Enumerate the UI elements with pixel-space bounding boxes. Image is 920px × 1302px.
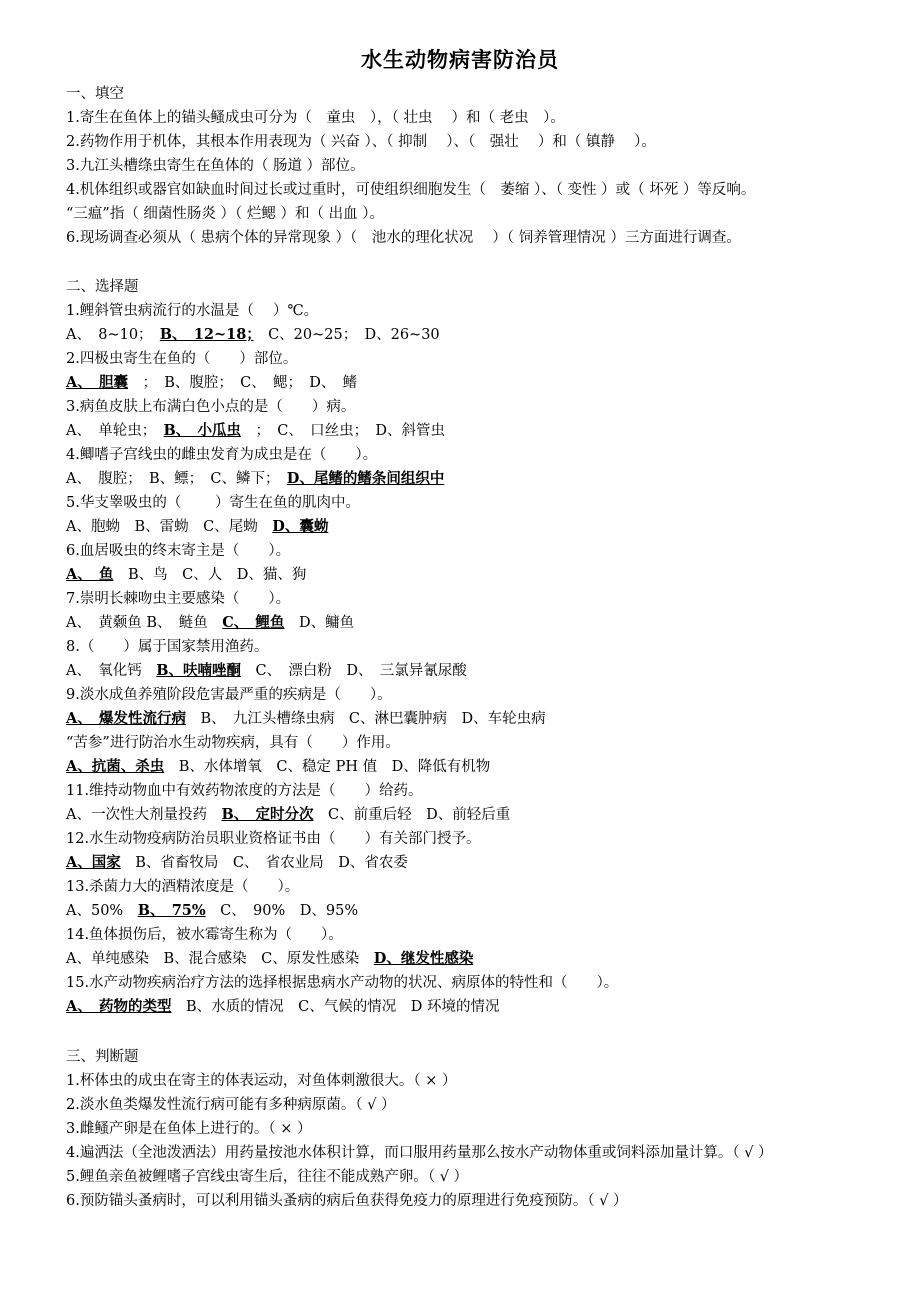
choice-option-answer: C、 鲤鱼 — [222, 614, 285, 631]
choice-option: C、淋巴囊肿病 — [348, 711, 448, 727]
choice-options — [66, 372, 357, 394]
judge-item: 5.鲤鱼亲鱼被鲤嗜子宫线虫寄生后，往往不能成熟产卵。（ √ ） — [66, 1169, 469, 1185]
choice-question: 11.维持动物血中有效药物浓度的方法是（ ）给药。 — [66, 783, 423, 799]
choice-option: C、尾蚴 — [203, 519, 258, 535]
choice-option-answer: B、 75% — [137, 902, 206, 919]
choice-options — [66, 324, 440, 346]
choice-question: 4.鲫嗜子宫线虫的雌虫发育为成虫是在（ ）。 — [66, 447, 378, 463]
choice-option: D 环境的情况 — [410, 999, 500, 1015]
choice-option: A、50% — [66, 903, 124, 919]
choice-question: 1.鲤斜管虫病流行的水温是（ ）℃。 — [66, 303, 319, 319]
choice-option: ； B、腹腔； — [142, 375, 226, 391]
choice-option: C、人 — [182, 567, 223, 583]
choice-option: D、猫、狗 — [236, 567, 307, 583]
choice-option: C、 漂白粉 — [255, 663, 332, 679]
choice-option: C、鳞下； — [210, 471, 273, 487]
choice-question: 6.血居吸虫的终末寄主是（ ）。 — [66, 543, 291, 559]
choice-option: C、稳定 PH 值 — [276, 759, 378, 775]
choice-option-answer: A、 爆发性流行病 — [66, 710, 186, 727]
choice-option-answer: A、 药物的类型 — [66, 998, 172, 1015]
choice-option: C、 90% — [220, 903, 286, 919]
choice-question: 13.杀菌力大的酒精浓度是（ ）。 — [66, 879, 300, 895]
choice-options — [66, 852, 408, 874]
choice-options — [66, 612, 354, 634]
fill-item: “三瘟”指（ 细菌性肠炎 ）（ 烂鳃 ）和（ 出血 ）。 — [66, 206, 384, 222]
choice-option: D、鳙鱼 — [299, 615, 355, 631]
choice-option: D、斜管虫 — [375, 423, 445, 439]
choice-question: 2.四极虫寄生在鱼的（ ）部位。 — [66, 351, 298, 367]
choice-option-answer: A、抗菌、杀虫 — [66, 758, 165, 775]
choice-option: C、 省农业局 — [232, 855, 324, 871]
choice-option: C、20~25； — [268, 327, 350, 343]
choice-option: B、鳔； — [148, 471, 196, 487]
choice-option: A、 氧化钙 — [66, 663, 142, 679]
choice-option: A、 单轮虫； — [66, 423, 149, 439]
choice-options — [66, 756, 490, 778]
choice-option: A、一次性大剂量投药 — [66, 807, 207, 823]
choice-option-answer: D、囊蚴 — [272, 518, 329, 535]
choice-question: 9.淡水成鱼养殖阶段危害最严重的疾病是（ ）。 — [66, 687, 392, 703]
judge-item: 3.雌鳋产卵是在鱼体上进行的。（ × ） — [66, 1121, 312, 1137]
choice-options — [66, 420, 445, 442]
choice-option-answer: B、呋喃唑酮 — [156, 662, 241, 679]
choice-option: 鲢鱼 — [178, 615, 208, 631]
section-heading-fill: 一、填空 — [66, 86, 124, 102]
choice-option: D、前轻后重 — [426, 807, 511, 823]
choice-options — [66, 708, 546, 730]
choice-option: B、雷蚴 — [134, 519, 189, 535]
choice-option: B、鸟 — [128, 567, 168, 583]
choice-option: C、原发性感染 — [261, 951, 360, 967]
fill-item: 3.九江头槽绦虫寄生在鱼体的（ 肠道 ）部位。 — [66, 158, 365, 174]
fill-item: 4.机体组织或器官如缺血时间过长或过重时，可使组织细胞发生（ 萎缩 ）、（ 变性 ）或（ 坏死 ）等反响。 — [66, 182, 756, 198]
choice-option: D、降低有机物 — [391, 759, 491, 775]
choice-option-answer: D、尾鳍的鳍条间组织中 — [286, 470, 445, 487]
fill-item: 2.药物作用于机体，其根本作用表现为（ 兴奋 ）、（ 抑制 ）、（ 强壮 ）和（ 镇静 ）。 — [66, 134, 656, 150]
judge-item: 4.遍洒法（全池泼洒法）用药量按池水体积计算，而口服用药量那么按水产动物体重或饲料添加量计算。（ √ ） — [66, 1145, 773, 1161]
choice-option: A、 腹腔； — [66, 471, 135, 487]
choice-option: D、 鳍 — [309, 375, 358, 391]
choice-options — [66, 804, 510, 826]
choice-question: 14.鱼体损伤后，被水霉寄生称为（ ）。 — [66, 927, 343, 943]
choice-option-answer: B、 定时分次 — [221, 806, 314, 823]
choice-option-answer: B、 12~18； — [159, 326, 254, 343]
choice-option: A、 8~10； — [66, 327, 146, 343]
choice-option: C、 鳃； — [240, 375, 295, 391]
choice-option: A、 黄颡鱼 B、 — [66, 615, 165, 631]
choice-options — [66, 996, 500, 1018]
choice-option: B、混合感染 — [163, 951, 247, 967]
choice-option: ； C、 口丝虫； — [255, 423, 361, 439]
document-title: 水生动物病害防治员 — [361, 48, 559, 72]
fill-item: 1.寄生在鱼体上的锚头鳋成虫可分为（ 童虫 ），（ 壮虫 ）和（ 老虫 ）。 — [66, 110, 565, 126]
choice-option: B、水体增氧 — [178, 759, 262, 775]
choice-option: D、95% — [299, 903, 359, 919]
choice-option-answer: A、 鱼 — [66, 566, 114, 583]
choice-option: B、省畜牧局 — [135, 855, 219, 871]
fill-item: 6.现场调查必须从（ 患病个体的异常现象 ）（ 池水的理化状况 ）（ 饲养管理情况 ）三方面进行调查。 — [66, 230, 741, 246]
choice-option: D、省农委 — [338, 855, 408, 871]
choice-options — [66, 564, 306, 586]
choice-question: “苦参”进行防治水生动物疾病，具有（ ）作用。 — [66, 735, 400, 751]
choice-options — [66, 468, 444, 490]
choice-option: C、气候的情况 — [298, 999, 397, 1015]
choice-option: B、水质的情况 — [186, 999, 284, 1015]
choice-options — [66, 900, 358, 922]
choice-question: 5.华支睾吸虫的（ ）寄生在鱼的肌肉中。 — [66, 495, 360, 511]
choice-question: 12.水生动物疫病防治员职业资格证书由（ ）有关部门授予。 — [66, 831, 481, 847]
choice-option-answer: A、 胆囊 — [66, 374, 128, 391]
choice-option-answer: B、 小瓜虫 — [163, 422, 241, 439]
choice-option: D、 三氯异氰尿酸 — [346, 663, 467, 679]
choice-options — [66, 660, 467, 682]
choice-option: B、 九江头槽绦虫病 — [200, 711, 335, 727]
choice-option: D、车轮虫病 — [461, 711, 546, 727]
choice-option: C、前重后轻 — [328, 807, 412, 823]
judge-item: 1.杯体虫的成虫在寄主的体表运动，对鱼体刺激很大。（ × ） — [66, 1073, 457, 1089]
choice-question: 8.（ ）属于国家禁用渔药。 — [66, 639, 269, 655]
choice-question: 15.水产动物疾病治疗方法的选择根据患病水产动物的状况、病原体的特性和（ ）。 — [66, 975, 619, 991]
choice-option-answer: D、继发性感染 — [373, 950, 474, 967]
choice-options — [66, 948, 473, 970]
choice-question: 7.崇明长棘吻虫主要感染（ ）。 — [66, 591, 291, 607]
judge-item: 6.预防锚头蚤病时，可以利用锚头蚤病的病后鱼获得免疫力的原理进行免疫预防。（ √ ） — [66, 1193, 628, 1209]
choice-options — [66, 516, 328, 538]
judge-item: 2.淡水鱼类爆发性流行病可能有多种病原菌。（ √ ） — [66, 1097, 396, 1113]
choice-question: 3.病鱼皮肤上布满白色小点的是（ ）病。 — [66, 399, 356, 415]
section-heading-choice: 二、选择题 — [66, 279, 139, 295]
choice-option: A、胞蚴 — [66, 519, 120, 535]
section-heading-judge: 三、判断题 — [66, 1049, 139, 1065]
choice-option: D、26~30 — [364, 327, 440, 343]
choice-option: A、单纯感染 — [66, 951, 149, 967]
choice-option-answer: A、国家 — [66, 854, 121, 871]
